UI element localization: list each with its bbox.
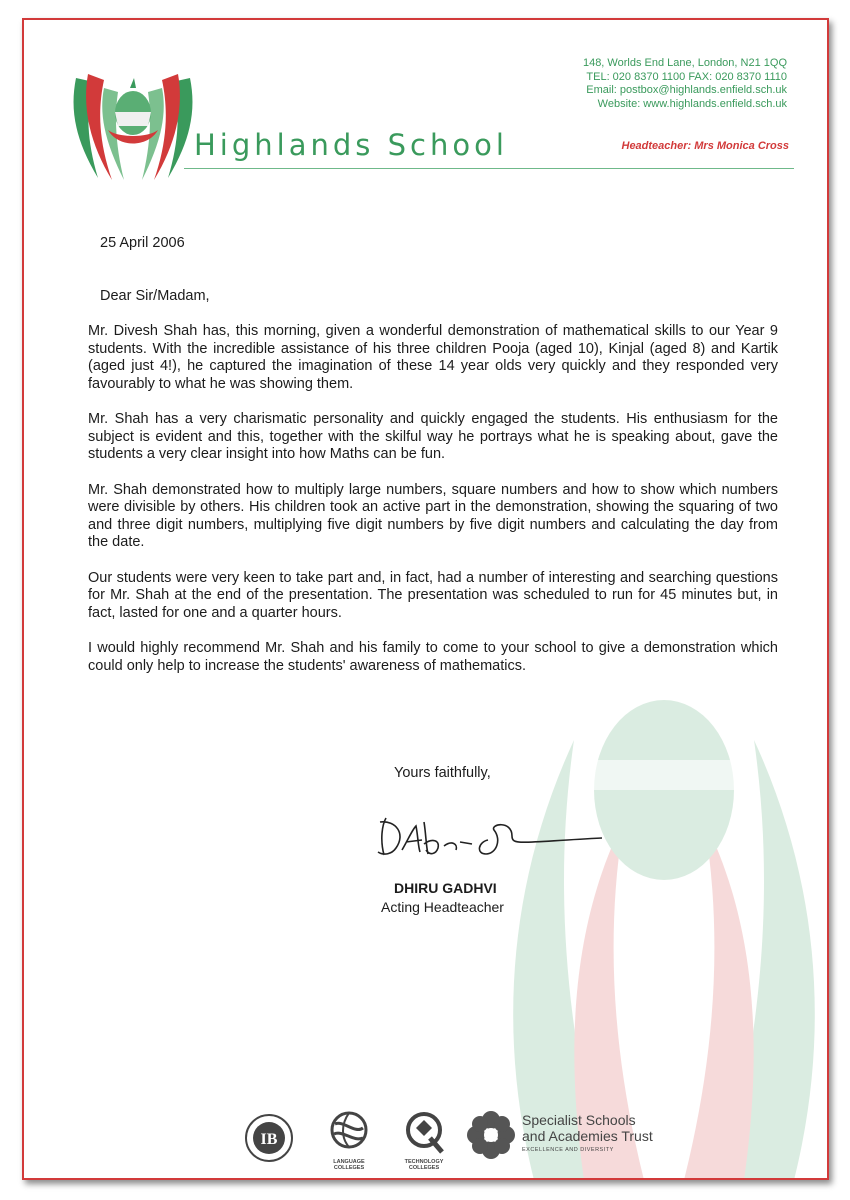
footer-logos xyxy=(234,1105,674,1175)
school-logo-icon xyxy=(68,68,198,188)
letter-date: 25 April 2006 xyxy=(100,235,185,251)
headteacher-line: Headteacher: Mrs Monica Cross xyxy=(621,140,789,152)
language-label-1: LANGUAGE xyxy=(333,1159,365,1165)
globe-icon xyxy=(329,1110,369,1154)
website-line: Website: www.highlands.enfield.sch.uk xyxy=(597,97,787,110)
ssat-line-1: Specialist Schools xyxy=(522,1112,636,1128)
paragraph-5: I would highly recommend Mr. Shah and his family to come to your school to give a demonstration which could only help to increase the students' awareness of mathematics. xyxy=(88,640,778,674)
school-name: Highlands School xyxy=(194,128,508,162)
address-line: 148, Worlds End Lane, London, N21 1QQ xyxy=(582,57,787,69)
phone-line: TEL: 020 8370 1100 FAX: 020 8370 1110 xyxy=(586,70,787,83)
salutation: Dear Sir/Madam, xyxy=(100,287,210,304)
header-divider xyxy=(184,168,794,169)
paragraph-3: Mr. Shah demonstrated how to multiply large numbers, square numbers and how to show which numbers were divisible by others. His children took an active part in the demonstration, showing the squaring of two and three digit numbers, multiplying five digit numbers by five digit numbers and calculating the day from the date. xyxy=(88,481,778,550)
ib-label: IB xyxy=(260,1131,278,1148)
ib-emblem-icon xyxy=(244,1113,294,1163)
flower-emblem-icon xyxy=(466,1110,516,1160)
email-line: Email: postbox@highlands.enfield.sch.uk xyxy=(586,84,787,96)
language-colleges-logo xyxy=(324,1110,374,1174)
language-label-2: COLLEGES xyxy=(333,1165,365,1171)
technology-emblem-icon xyxy=(402,1110,446,1154)
school-address xyxy=(583,57,787,111)
paragraph-2: Mr. Shah has a very charismatic personality and quickly engaged the students. His enthusiasm for the subject is evident and this, together with the skilful way he portrays what he is speaking about, gave the students a very clear insight into how Maths can be fun. xyxy=(88,411,778,462)
signature-icon xyxy=(362,800,622,870)
signer-title: Acting Headteacher xyxy=(381,899,504,915)
watermark-logo-icon xyxy=(494,620,829,1180)
ssat-logo xyxy=(466,1110,676,1170)
signer-name: DHIRU GADHVI xyxy=(394,880,497,896)
paragraph-4: Our students were very keen to take part and, in fact, had a number of interesting and searching questions for Mr. Shah at the end of the presentation. The presentation was scheduled to run for 45 minutes but, in fact, lasted for one and a quarter hours. xyxy=(88,569,778,621)
ssat-line-2: and Academies Trust xyxy=(522,1128,653,1144)
letter-page xyxy=(22,18,829,1180)
technology-label-2: COLLEGES xyxy=(408,1165,440,1171)
ssat-name xyxy=(522,1112,653,1144)
closing: Yours faithfully, xyxy=(394,765,491,781)
technology-colleges-logo xyxy=(394,1110,454,1174)
technology-label-1: TECHNOLOGY xyxy=(404,1159,444,1165)
ib-logo xyxy=(244,1113,294,1163)
paragraph-1: Mr. Divesh Shah has, this morning, given a wonderful demonstration of mathematical skills to our Year 9 students. With the incredible assistance of his three children Pooja (aged 10), Kinjal (aged 8) and Kartik (aged just 4!), he captured the imagination of these 14 year olds very quickly and they responded very favourably to what he was showing them. xyxy=(88,323,778,392)
ssat-tagline: EXCELLENCE AND DIVERSITY xyxy=(522,1147,614,1153)
letter-body xyxy=(88,235,778,693)
